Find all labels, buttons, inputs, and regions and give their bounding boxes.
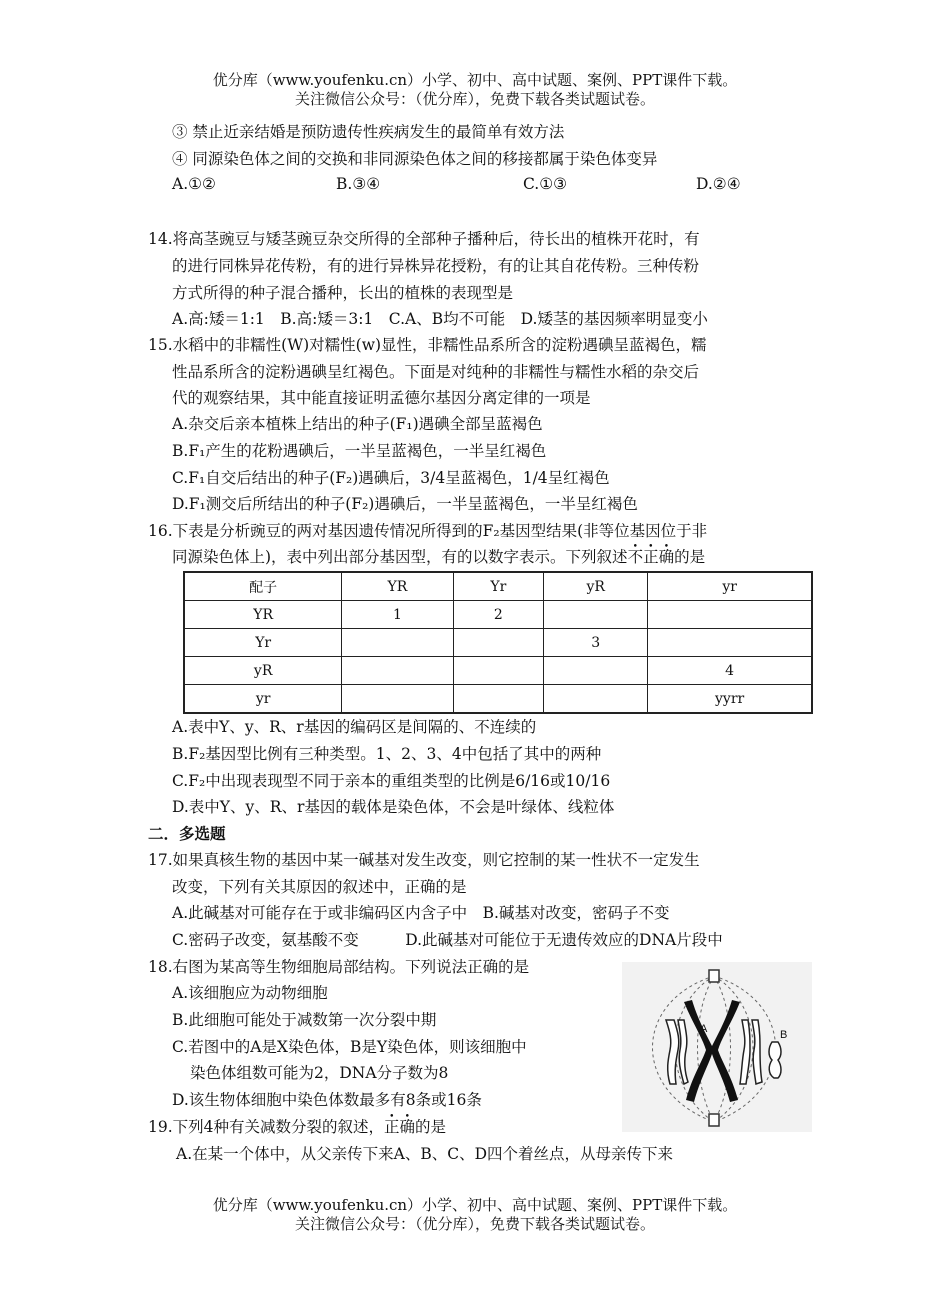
table-cell (453, 657, 544, 685)
q17-stem-line-2: 改变，下列有关其原因的叙述中，正确的是 (172, 878, 467, 896)
table-cell (648, 601, 812, 629)
q16-option-c: C.F₂中出现表现型不同于亲本的重组类型的比例是6/16或10/16 (172, 772, 611, 790)
table-row (184, 685, 812, 714)
table-cell: Yr (184, 629, 342, 657)
q18-option-c-line-1: C.若图中的A是X染色体，B是Y染色体，则该细胞中 (172, 1038, 527, 1056)
table-cell (544, 657, 648, 685)
table-cell (544, 601, 648, 629)
table-cell: 4 (648, 657, 812, 685)
q16-stem-line-2: 同源染色体上)，表中列出部分基因型，有的以数字表示。下列叙述不正确的是 (172, 548, 706, 566)
table-cell: YR (184, 601, 342, 629)
q17-options-ab: A.此碱基对可能存在于或非编码区内含子中 B.碱基对改变，密码子不变 (172, 904, 670, 922)
table-row (184, 601, 812, 629)
q15-option-a: A.杂交后亲本植株上结出的种子(F₁)遇碘全部呈蓝褐色 (172, 415, 543, 433)
table-cell: 2 (453, 601, 544, 629)
q13-option-a: A.①② (172, 175, 216, 193)
cell-division-figure (622, 962, 812, 1132)
q19-stem: 19.下列4种有关减数分裂的叙述，正确的是 (148, 1118, 447, 1136)
q14-stem-line-2: 的进行同株异花传粉，有的进行异株异花授粉，有的让其自花传粉。三种传粉 (172, 257, 700, 275)
q17-options-cd: C.密码子改变，氨基酸不变 D.此碱基对可能位于无遗传效应的DNA片段中 (172, 931, 723, 949)
q13-option-c: C.①③ (523, 175, 568, 193)
figure-label-a: A (700, 1023, 708, 1035)
figure-label-b: B (780, 1029, 788, 1041)
table-header-cell: YR (342, 572, 453, 601)
q13-option-b: B.③④ (336, 175, 381, 193)
header-line-1: 优分库（www.youfenku.cn）小学、初中、高中试题、案例、PPT课件下载。 (212, 71, 738, 89)
table-cell: 3 (544, 629, 648, 657)
q13-item-4: ④ 同源染色体之间的交换和非同源染色体之间的移接都属于染色体变异 (172, 150, 658, 168)
q18-option-b: B.此细胞可能处于减数第一次分裂中期 (172, 1011, 437, 1029)
table-cell: yr (184, 685, 342, 714)
q18-option-a: A.该细胞应为动物细胞 (172, 984, 328, 1002)
table-row (184, 629, 812, 657)
table-cell: 1 (342, 601, 453, 629)
q19-option-a: A.在某一个体中，从父亲传下来A、B、C、D四个着丝点，从母亲传下来 (176, 1145, 673, 1163)
footer-line-1: 优分库（www.youfenku.cn）小学、初中、高中试题、案例、PPT课件下载。 (212, 1196, 738, 1214)
q18-option-c-line-2: 染色体组数可能为2，DNA分子数为8 (190, 1064, 449, 1082)
q18-option-d: D.该生物体细胞中染色体数最多有8条或16条 (172, 1091, 482, 1109)
q14-stem-line-3: 方式所得的种子混合播种，长出的植株的表现型是 (172, 284, 514, 302)
q16-stem-line-1: 16.下表是分析豌豆的两对基因遗传情况所得到的F₂基因型结果(非等位基因位于非 (148, 522, 708, 540)
table-cell: yyrr (648, 685, 812, 714)
q18-stem: 18.右图为某高等生物细胞局部结构。下列说法正确的是 (148, 958, 530, 976)
q15-option-c: C.F₁自交后结出的种子(F₂)遇碘后，3/4呈蓝褐色，1/4呈红褐色 (172, 469, 610, 487)
q13-option-d: D.②④ (696, 175, 741, 193)
q16-option-b: B.F₂基因型比例有三种类型。1、2、3、4中包括了其中的两种 (172, 745, 602, 763)
table-header-cell: yr (648, 572, 812, 601)
q14-options: A.高:矮＝1:1 B.高:矮＝3:1 C.A、B均不可能 D.矮茎的基因频率明显变小 (172, 310, 708, 328)
table-cell (453, 685, 544, 714)
q15-stem-line-1: 15.水稻中的非糯性(W)对糯性(w)显性，非糯性品系所含的淀粉遇碘呈蓝褐色，糯 (148, 336, 707, 354)
table-header-cell: Yr (453, 572, 544, 601)
table-cell: yR (184, 657, 342, 685)
q13-item-3: ③ 禁止近亲结婚是预防遗传性疾病发生的最简单有效方法 (172, 123, 565, 141)
table-cell (342, 685, 453, 714)
table-row (184, 657, 812, 685)
table-header-cell: yR (544, 572, 648, 601)
q16-option-d: D.表中Y、y、R、r基因的载体是染色体，不会是叶绿体、线粒体 (172, 798, 615, 816)
header-line-2: 关注微信公众号：（优分库），免费下载各类试题试卷。 (294, 90, 655, 108)
q14-stem-line-1: 14.将高茎豌豆与矮茎豌豆杂交所得的全部种子播种后，待长出的植株开花时，有 (148, 230, 700, 248)
footer-line-2: 关注微信公众号：（优分库），免费下载各类试题试卷。 (294, 1215, 655, 1233)
table-header-row (184, 572, 812, 601)
centriole-top (709, 970, 719, 982)
q15-stem-line-2: 性品系所含的淀粉遇碘呈红褐色。下面是对纯种的非糯性与糯性水稻的杂交后 (172, 363, 700, 381)
section-heading-multiple-choice: 二．多选题 (148, 824, 226, 843)
table-cell (453, 629, 544, 657)
table-cell (342, 657, 453, 685)
q16-option-a: A.表中Y、y、R、r基因的编码区是间隔的、不连续的 (172, 718, 537, 736)
table-cell (342, 629, 453, 657)
q15-stem-line-3: 代的观察结果，其中能直接证明孟德尔基因分离定律的一项是 (172, 389, 591, 407)
genotype-table (183, 571, 813, 714)
centriole-bottom (709, 1114, 719, 1126)
q15-option-b: B.F₁产生的花粉遇碘后，一半呈蓝褐色，一半呈红褐色 (172, 442, 547, 460)
table-cell (544, 685, 648, 714)
table-cell (648, 629, 812, 657)
table-header-cell: 配子 (184, 572, 342, 601)
q15-option-d: D.F₁测交后所结出的种子(F₂)遇碘后，一半呈蓝褐色，一半呈红褐色 (172, 495, 638, 513)
q17-stem-line-1: 17.如果真核生物的基因中某一碱基对发生改变，则它控制的某一性状不一定发生 (148, 851, 700, 869)
